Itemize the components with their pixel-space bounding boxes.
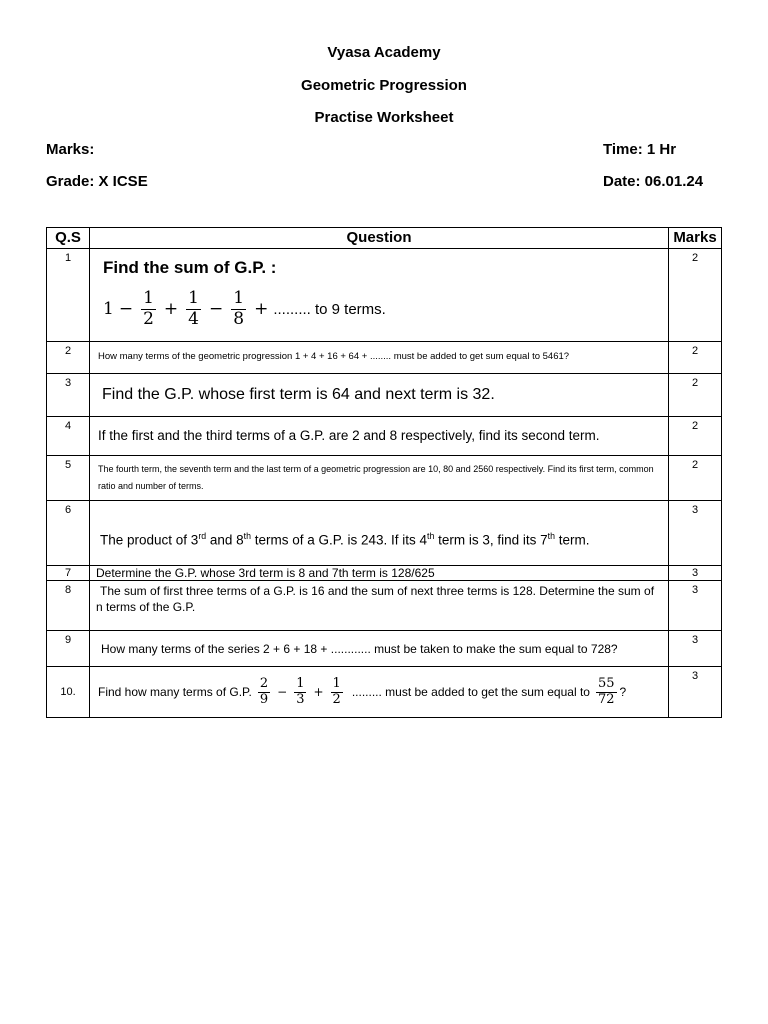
question-text [90, 342, 669, 374]
question-marks: 2 [669, 374, 722, 417]
question-number: 8 [47, 581, 90, 631]
expr-operator: − [208, 299, 224, 320]
table-header-row [47, 228, 722, 249]
expr-operator: + [254, 299, 269, 320]
fraction: $\frac{55}{72}$ [597, 675, 615, 707]
school-name: Vyasa Academy [327, 44, 441, 61]
worksheet-subject: Geometric Progression [301, 77, 467, 94]
fraction: $\frac{1}{4}$ [188, 288, 199, 329]
expr-operator: − [277, 685, 288, 699]
marks-label: Marks: [46, 141, 95, 158]
question-marks: 3 [669, 667, 722, 718]
question-expression [90, 677, 668, 708]
question-body: Determine the G.P. whose 3rd term is 8 and 7th term is 128/625 [96, 566, 435, 580]
question-text [90, 374, 669, 417]
fraction: $\frac{1}{3}$ [296, 675, 305, 707]
question-body: The fourth term, the seventh term and the last term of a geometric progression are 10, 80 and 2560 respectively. Find its first term, common ratio and number of terms. [98, 464, 654, 491]
expr-operator: − [118, 299, 134, 320]
question-body: How many terms of the series 2 + 6 + 18 + ............ must be taken to make the sum equal to 728? [101, 642, 618, 656]
question-number: 4 [47, 417, 90, 456]
expr-text: Find how many terms of G.P. [98, 685, 252, 699]
expr-operator: + [313, 685, 324, 699]
question-text [90, 456, 669, 501]
question-body: How many terms of the geometric progression 1 + 4 + 16 + 64 + ........ must be added to get sum equal to 5461? [98, 351, 570, 362]
worksheet-table [46, 227, 722, 718]
question-title: Find the sum of G.P. : [103, 258, 277, 277]
question-marks: 3 [669, 566, 722, 581]
question-text [90, 249, 669, 342]
question-body: The product of 3rd and 8th terms of a G.P. is 243. If its 4th term is 3, find its 7th term. [100, 531, 590, 548]
question-number: 1 [47, 249, 90, 342]
table-row [47, 581, 722, 631]
time-label: Time: 1 Hr [603, 141, 677, 158]
question-text [90, 581, 669, 631]
table-row [47, 374, 722, 417]
column-header-marks: Marks [669, 228, 722, 249]
question-text [90, 667, 669, 718]
worksheet-title: Practise Worksheet [314, 109, 454, 126]
table-row [47, 456, 722, 501]
expr-text: ? [619, 685, 627, 699]
fraction: $\frac{1}{8}$ [233, 288, 245, 329]
question-number: 9 [47, 631, 90, 667]
fraction: $\frac{1}{2}$ [143, 288, 154, 329]
expr-term: 1 [103, 299, 114, 320]
fraction: $\frac{2}{9}$ [259, 675, 269, 707]
question-marks: 2 [669, 417, 722, 456]
question-number: 3 [47, 374, 90, 417]
fraction: $\frac{1}{2}$ [332, 675, 341, 707]
question-expression [103, 289, 386, 329]
table-row [47, 501, 722, 566]
question-marks: 2 [669, 456, 722, 501]
table-row [47, 631, 722, 667]
question-body: If the first and the third terms of a G.P. are 2 and 8 respectively, find its second term. [98, 428, 600, 443]
question-number: 6 [47, 501, 90, 566]
expr-operator: + [163, 299, 179, 320]
expr-text: ......... must be added to get the sum equal to [351, 685, 590, 699]
table-row [47, 667, 722, 718]
question-marks: 2 [669, 342, 722, 374]
table-row [47, 249, 722, 342]
question-marks: 3 [669, 581, 722, 631]
column-header-question: Question [90, 228, 669, 249]
question-number: 2 [47, 342, 90, 374]
question-text [90, 631, 669, 667]
question-body: The sum of first three terms of a G.P. is 16 and the sum of next three terms is 128. Determine the sum of n terms of the G.P. [96, 584, 655, 614]
question-body: Find the G.P. whose first term is 64 and next term is 32. [102, 386, 495, 403]
table-row [47, 417, 722, 456]
table-row [47, 342, 722, 374]
question-number: 7 [47, 566, 90, 581]
date-label: Date: 06.01.24 [603, 173, 704, 190]
expr-tail: ......... to 9 terms. [273, 300, 386, 318]
question-marks: 3 [669, 631, 722, 667]
question-text [90, 501, 669, 566]
column-header-qs: Q.S [47, 228, 90, 249]
question-number: 5 [47, 456, 90, 501]
question-number: 10. [47, 667, 90, 718]
grade-label: Grade: X ICSE [46, 173, 148, 190]
question-text [90, 417, 669, 456]
table-row [47, 566, 722, 581]
question-text [90, 566, 669, 581]
question-marks: 3 [669, 501, 722, 566]
question-marks: 2 [669, 249, 722, 342]
